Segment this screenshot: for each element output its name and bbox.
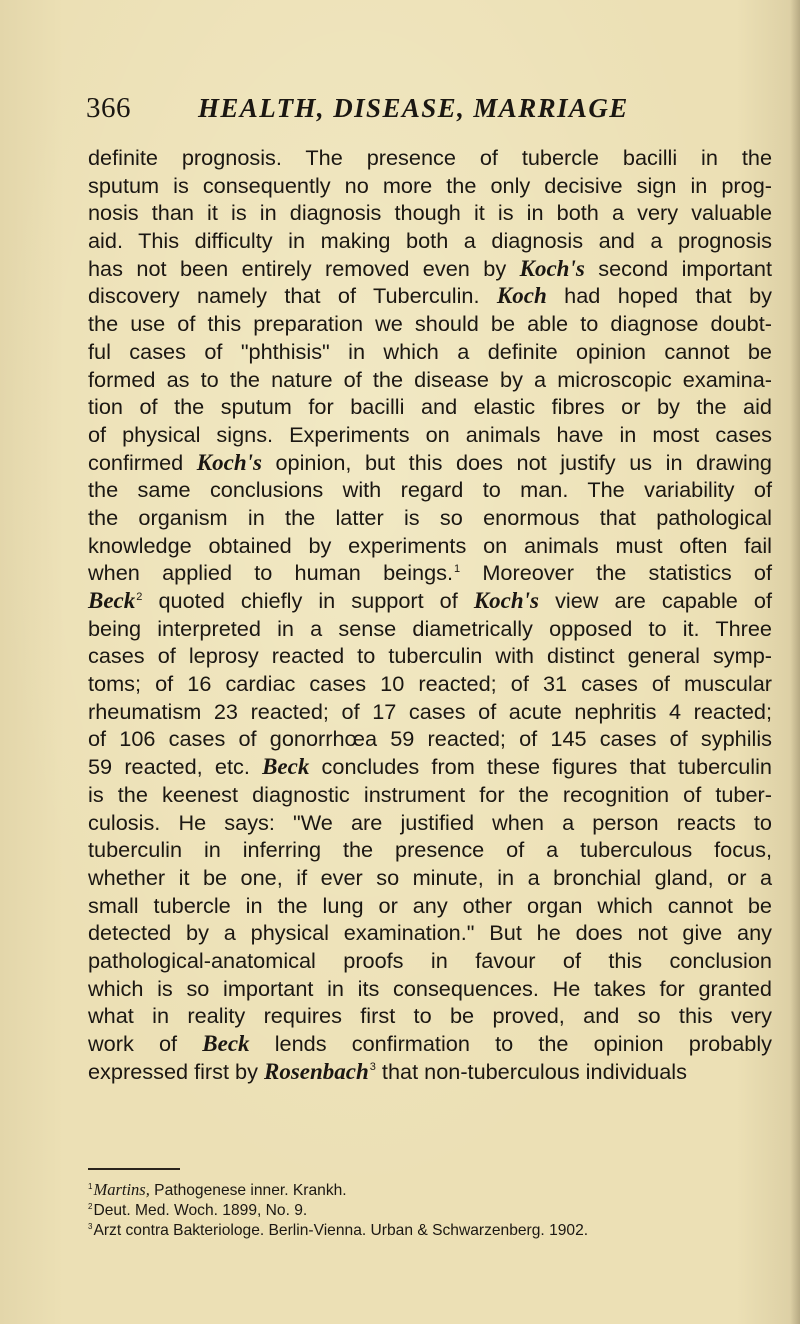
- italic-name: Koch's: [196, 449, 262, 475]
- text-segment: the organism in the latter is so enormous that pathological: [88, 504, 772, 530]
- text-segment: cases of leprosy reacted to tuberculin with distinct general symp-: [88, 643, 772, 669]
- text-segment: that non-tuberculous individuals: [375, 1058, 687, 1084]
- body-line-28: [88, 892, 772, 920]
- text-segment: what in reality requires first to be proved, and so this very: [88, 1003, 772, 1029]
- text-segment: culosis. He says: "We are justified when a person reacts to: [88, 809, 772, 835]
- body-line-27: [88, 864, 772, 892]
- text-segment: 59 reacted, etc.: [88, 754, 263, 780]
- text-segment: confirmed: [88, 449, 197, 475]
- text-segment: which is so important in its consequences. He takes for granted: [88, 975, 772, 1001]
- text-segment: aid. This difficulty in making both a diagnosis and a prognosis: [88, 228, 772, 254]
- body-line-3: [88, 199, 772, 227]
- text-segment: lends confirmation to the opinion probably: [249, 1031, 773, 1056]
- text-segment: tion of the sputum for bacilli and elastic fibres or by the aid: [88, 394, 772, 420]
- body-line-24: [88, 781, 772, 809]
- footnote-2: [88, 1201, 728, 1221]
- text-segment: discovery namely that of Tuberculin.: [88, 283, 497, 309]
- body-line-31: [88, 975, 772, 1003]
- text-segment: definite prognosis. The presence of tubercle bacilli in the: [88, 145, 772, 170]
- body-line-11: [88, 421, 772, 449]
- text-segment: formed as to the nature of the disease by a microscopic examina-: [88, 366, 772, 392]
- footnote-author: Martins,: [93, 1180, 150, 1199]
- body-line-2: [88, 172, 772, 200]
- text-segment: knowledge obtained by experiments on animals must often fail: [88, 532, 772, 558]
- footnote-text: Arzt contra Bakteriologe. Berlin-Vienna. Urban & Schwarzenberg. 1902.: [93, 1222, 589, 1239]
- body-line-16: [88, 559, 772, 587]
- text-segment: quoted chiefly in support of: [142, 588, 474, 613]
- footnote-reference: 1: [454, 563, 461, 576]
- text-segment: expressed first by: [88, 1058, 264, 1084]
- footnote-reference: 2: [136, 590, 143, 603]
- text-segment: Moreover the statistics of: [460, 560, 772, 586]
- body-line-33: [88, 1030, 772, 1058]
- body-line-21: [88, 698, 772, 726]
- text-segment: of 106 cases of gonorrhœa 59 reacted; of 145 cases of syphilis: [88, 726, 772, 752]
- text-segment: had hoped that by: [546, 283, 772, 309]
- text-segment: opinion, but this does not justify us in drawing: [261, 449, 772, 475]
- text-segment: tuberculin in inferring the presence of a tuberculous focus,: [88, 837, 772, 863]
- body-line-5: [88, 255, 772, 283]
- body-line-29: [88, 919, 772, 947]
- footnote-text: Deut. Med. Woch. 1899, No. 9.: [93, 1202, 308, 1219]
- italic-name: Koch's: [473, 588, 540, 613]
- body-line-23: [88, 753, 772, 781]
- italic-name: Koch: [496, 283, 547, 309]
- text-segment: small tubercle in the lung or any other organ which cannot be: [88, 892, 772, 918]
- body-line-12: [88, 449, 772, 477]
- text-segment: when applied to human beings.: [88, 560, 453, 586]
- page-edge-shadow: [790, 0, 800, 1324]
- footnotes: [88, 1180, 728, 1241]
- text-segment: the use of this preparation we should be able to diagnose doubt-: [88, 311, 772, 337]
- body-line-1: [88, 144, 772, 172]
- footnote-3: [88, 1221, 728, 1241]
- footnote-1: [88, 1180, 728, 1201]
- body-line-8: [88, 338, 772, 366]
- body-line-9: [88, 366, 772, 394]
- body-line-4: [88, 227, 772, 255]
- running-head: [86, 91, 646, 131]
- body-line-15: [88, 532, 772, 560]
- body-line-19: [88, 642, 772, 670]
- text-segment: toms; of 16 cardiac cases 10 reacted; of 31 cases of muscular: [88, 671, 772, 697]
- footnote-marker: 2: [88, 1201, 93, 1211]
- text-segment: being interpreted in a sense diametrically opposed to it. Three: [88, 615, 772, 641]
- text-segment: ful cases of "phthisis" in which a definite opinion cannot be: [88, 338, 772, 364]
- body-line-25: [88, 809, 772, 837]
- page-number: 366: [86, 92, 131, 124]
- footnote-marker: 3: [88, 1221, 93, 1231]
- italic-name: Beck: [262, 754, 310, 780]
- italic-name: Beck: [202, 1031, 250, 1056]
- body-line-13: [88, 476, 772, 504]
- text-segment: view are capable of: [539, 588, 773, 613]
- italic-name: Rosenbach: [263, 1058, 369, 1084]
- text-segment: work of: [88, 1031, 203, 1056]
- body-line-26: [88, 836, 772, 864]
- text-segment: whether it be one, if ever so minute, in a bronchial gland, or a: [88, 864, 772, 890]
- footnote-text: Pathogenese inner. Krankh.: [149, 1182, 347, 1199]
- footnote-marker: 1: [88, 1181, 93, 1191]
- body-line-17: [88, 587, 772, 615]
- text-segment: the same conclusions with regard to man. The variability of: [88, 477, 772, 503]
- footnote-separator: [88, 1168, 180, 1170]
- text-segment: has not been entirely removed even by: [88, 255, 520, 281]
- text-segment: sputum is consequently no more the only decisive sign in prog-: [88, 172, 772, 198]
- body-line-30: [88, 947, 772, 975]
- body-line-20: [88, 670, 772, 698]
- body-line-14: [88, 504, 772, 532]
- text-segment: of physical signs. Experiments on animals have in most cases: [88, 421, 772, 447]
- running-title: HEALTH, DISEASE, MARRIAGE: [198, 93, 629, 123]
- italic-name: Koch's: [519, 255, 585, 281]
- body-line-10: [88, 393, 772, 421]
- body-line-34: [88, 1058, 772, 1086]
- text-segment: concludes from these figures that tuberculin: [309, 754, 772, 780]
- italic-name: Beck: [88, 588, 136, 613]
- body-line-22: [88, 725, 772, 753]
- body-line-32: [88, 1002, 772, 1030]
- text-segment: second important: [584, 255, 772, 281]
- text-segment: pathological-anatomical proofs in favour of this conclusion: [88, 947, 772, 973]
- text-segment: nosis than it is in diagnosis though it is in both a very valuable: [88, 200, 772, 226]
- body-line-18: [88, 615, 772, 643]
- text-segment: rheumatism 23 reacted; of 17 cases of acute nephritis 4 reacted;: [88, 698, 772, 724]
- body-text: [88, 144, 772, 1085]
- body-line-6: [88, 282, 772, 310]
- footnote-reference: 3: [369, 1061, 376, 1074]
- text-segment: detected by a physical examination." But he does not give any: [88, 920, 772, 946]
- body-line-7: [88, 310, 772, 338]
- text-segment: is the keenest diagnostic instrument for the recognition of tuber-: [88, 781, 772, 807]
